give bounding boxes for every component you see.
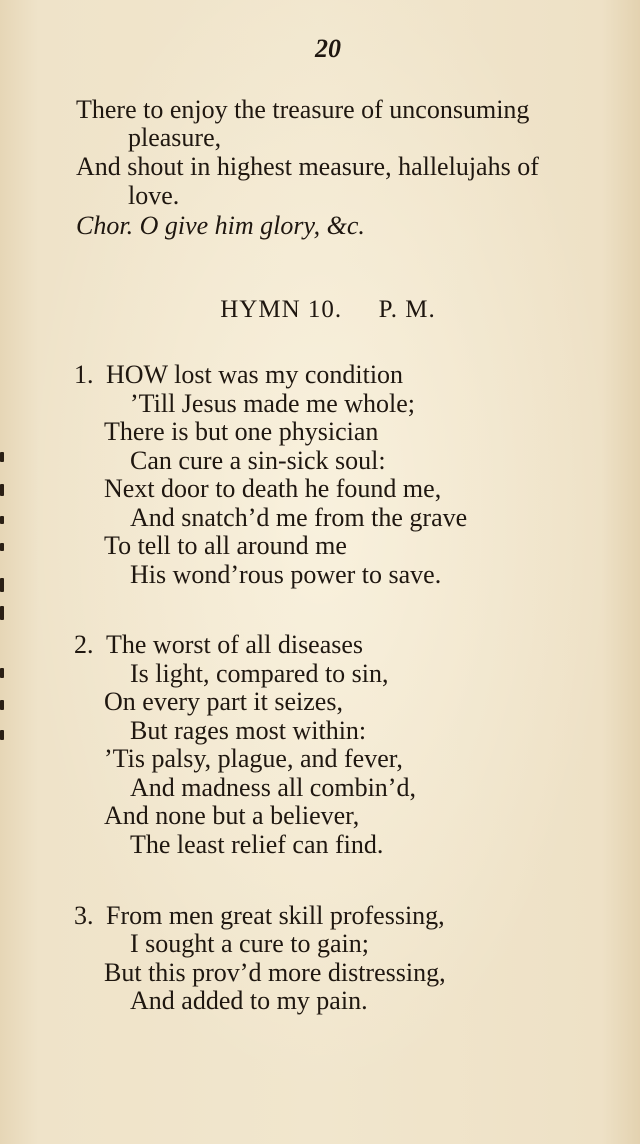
- verse-line: And snatch’d me from the grave: [130, 503, 468, 532]
- verse-line: And added to my pain.: [130, 986, 368, 1015]
- hymn-meter: P. M.: [378, 296, 436, 323]
- verse-line: To tell to all around me: [104, 531, 347, 560]
- page-number: 20: [315, 34, 341, 63]
- binding-mark: [0, 700, 4, 710]
- verse-line: And none but a believer,: [104, 801, 360, 830]
- verse-line: But rages most within:: [130, 716, 367, 745]
- binding-mark: [0, 452, 4, 462]
- verse-line: I sought a cure to gain;: [130, 929, 369, 958]
- verse-line: Next door to death he found me,: [104, 474, 442, 503]
- verse-line: HOW lost was my condition: [106, 360, 404, 389]
- binding-mark: [0, 543, 4, 551]
- hymn-heading: [0, 296, 640, 324]
- binding-mark: [0, 730, 4, 740]
- verse-line: His wond’rous power to save.: [130, 560, 442, 589]
- hymn-title: HYMN 10.: [220, 296, 343, 323]
- stanza-number: 1.: [74, 360, 94, 389]
- verse-line: The least relief can find.: [130, 830, 384, 859]
- binding-mark: [0, 606, 4, 620]
- stanza-number: 3.: [74, 901, 94, 930]
- binding-mark: [0, 516, 4, 524]
- verse-line: And madness all combin’d,: [130, 773, 416, 802]
- verse-line: There is but one physician: [104, 417, 379, 446]
- verse-line: But this prov’d more distressing,: [104, 958, 446, 987]
- verse-line: Can cure a sin-sick soul:: [130, 446, 386, 475]
- binding-mark: [0, 578, 4, 592]
- continuation-line: And shout in highest measure, hallelujahs of: [76, 152, 539, 181]
- verse-line: ’Till Jesus made me whole;: [130, 389, 416, 418]
- verse-line: The worst of all diseases: [106, 630, 364, 659]
- verse-line: From men great skill professing,: [106, 901, 445, 930]
- binding-mark: [0, 484, 4, 496]
- stanza-number: 2.: [74, 630, 94, 659]
- continuation-line: There to enjoy the treasure of unconsuming: [76, 95, 530, 124]
- continuation-line: love.: [128, 181, 180, 210]
- continuation-line: pleasure,: [128, 123, 222, 152]
- binding-mark: [0, 668, 4, 678]
- verse-line: On every part it seizes,: [104, 687, 343, 716]
- chorus-line: Chor. O give him glory, &c.: [76, 211, 365, 240]
- verse-line: ’Tis palsy, plague, and fever,: [104, 744, 403, 773]
- verse-line: Is light, compared to sin,: [130, 659, 389, 688]
